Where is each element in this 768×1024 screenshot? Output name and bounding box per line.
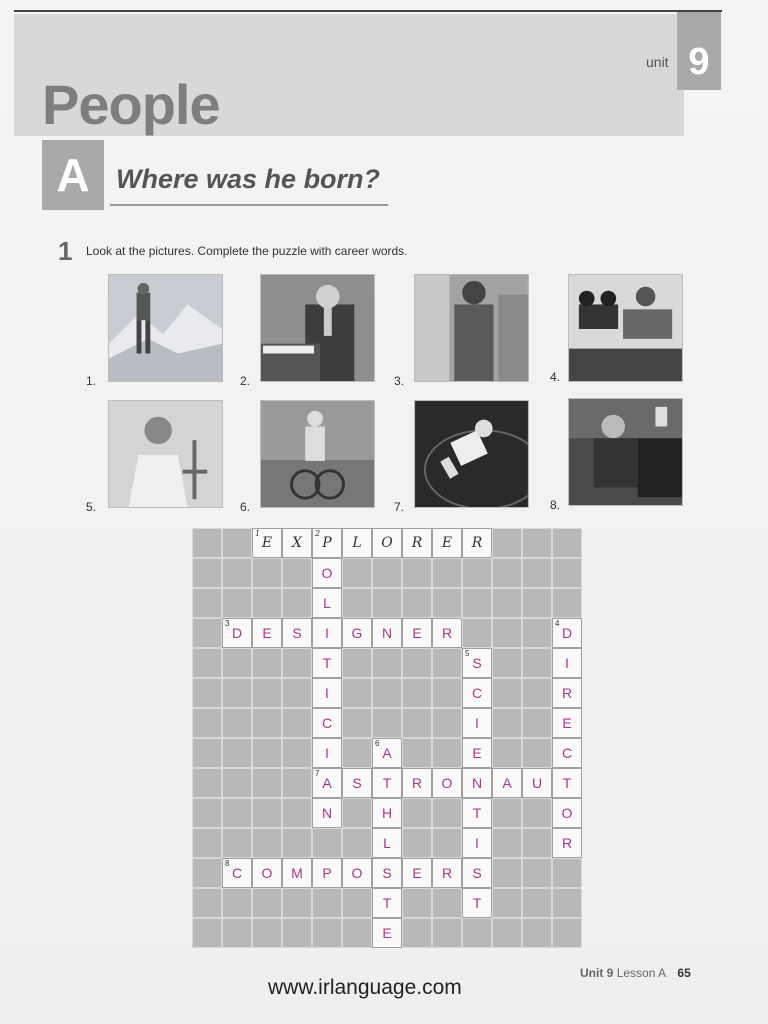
puzzle-cell-blank	[492, 528, 522, 558]
puzzle-cell-blank	[252, 888, 282, 918]
puzzle-letter: A	[322, 775, 332, 791]
puzzle-cell-blank	[192, 528, 222, 558]
puzzle-cell-blank	[222, 918, 252, 948]
puzzle-cell-blank	[192, 678, 222, 708]
puzzle-cell-blank	[402, 738, 432, 768]
puzzle-cell	[222, 618, 252, 648]
page-title: People	[42, 73, 220, 136]
puzzle-cell-blank	[522, 588, 552, 618]
puzzle-cell-blank	[402, 918, 432, 948]
puzzle-cell-blank	[402, 648, 432, 678]
puzzle-cell	[372, 528, 402, 558]
puzzle-cell	[342, 858, 372, 888]
clue-number: 2	[315, 529, 321, 538]
puzzle-letter: I	[475, 715, 479, 731]
photo-number: 1.	[86, 374, 97, 388]
clue-number: 8	[225, 859, 230, 868]
puzzle-cell-blank	[372, 588, 402, 618]
puzzle-letter: O	[261, 865, 273, 881]
puzzle-letter: S	[292, 625, 302, 641]
puzzle-cell-blank	[252, 828, 282, 858]
puzzle-cell	[312, 708, 342, 738]
puzzle-cell	[402, 858, 432, 888]
puzzle-cell-blank	[342, 558, 372, 588]
puzzle-letter: P	[322, 865, 332, 881]
puzzle-letter: C	[471, 685, 483, 701]
puzzle-cell-blank	[522, 918, 552, 948]
puzzle-cell-blank	[192, 588, 222, 618]
puzzle-cell	[552, 798, 582, 828]
puzzle-cell	[462, 798, 492, 828]
puzzle-cell	[342, 768, 372, 798]
puzzle-cell	[252, 618, 282, 648]
puzzle-cell-blank	[222, 528, 252, 558]
puzzle-letter: T	[562, 775, 572, 791]
puzzle-cell-blank	[222, 798, 252, 828]
puzzle-cell	[462, 768, 492, 798]
puzzle-cell-blank	[522, 798, 552, 828]
puzzle-cell	[312, 588, 342, 618]
puzzle-cell-blank	[402, 588, 432, 618]
puzzle-cell-blank	[192, 558, 222, 588]
puzzle-cell-blank	[552, 888, 582, 918]
puzzle-cell	[312, 858, 342, 888]
puzzle-cell	[312, 558, 342, 588]
puzzle-cell	[462, 738, 492, 768]
puzzle-cell	[372, 888, 402, 918]
designer-image	[414, 274, 529, 382]
puzzle-letter: E	[412, 625, 422, 641]
puzzle-cell	[222, 858, 252, 888]
puzzle-cell	[372, 798, 402, 828]
puzzle-cell	[372, 738, 402, 768]
film-director-camera-image	[568, 274, 683, 382]
puzzle-cell	[312, 738, 342, 768]
puzzle-letter: E	[472, 745, 482, 761]
puzzle-cell-blank	[342, 708, 372, 738]
puzzle-letter: I	[325, 685, 329, 701]
puzzle-cell-blank	[432, 708, 462, 738]
puzzle-cell	[402, 768, 432, 798]
puzzle-letter: R	[441, 865, 453, 881]
top-rule	[14, 10, 722, 12]
puzzle-cell-blank	[192, 858, 222, 888]
puzzle-cell	[312, 798, 342, 828]
puzzle-cell	[312, 648, 342, 678]
clue-number: 4	[555, 619, 560, 628]
puzzle-cell-blank	[282, 828, 312, 858]
photo-number: 8.	[550, 498, 561, 512]
puzzle-letter: I	[325, 745, 329, 761]
puzzle-cell	[462, 648, 492, 678]
puzzle-cell	[342, 618, 372, 648]
puzzle-cell-blank	[192, 618, 222, 648]
puzzle-letter: A	[382, 745, 392, 761]
puzzle-letter: I	[565, 655, 569, 671]
puzzle-cell-blank	[282, 678, 312, 708]
puzzle-cell-blank	[492, 828, 522, 858]
puzzle-cell-blank	[522, 558, 552, 588]
puzzle-cell	[252, 528, 282, 558]
puzzle-letter: R	[561, 685, 573, 701]
puzzle-cell	[552, 768, 582, 798]
puzzle-cell	[552, 738, 582, 768]
puzzle-cell-blank	[522, 528, 552, 558]
section-title: Where was he born?	[116, 164, 381, 194]
puzzle-letter: I	[325, 625, 329, 641]
puzzle-cell	[432, 768, 462, 798]
puzzle-cell	[432, 618, 462, 648]
puzzle-cell-blank	[522, 738, 552, 768]
puzzle-cell	[552, 618, 582, 648]
page-footer	[580, 966, 691, 980]
puzzle-letter: O	[561, 805, 573, 821]
exercise-number: 1	[58, 236, 73, 266]
puzzle-cell	[372, 618, 402, 648]
puzzle-cell-blank	[192, 798, 222, 828]
puzzle-cell	[552, 828, 582, 858]
puzzle-cell-blank	[432, 738, 462, 768]
puzzle-cell-blank	[222, 708, 252, 738]
puzzle-letter: T	[472, 895, 482, 911]
puzzle-cell-blank	[492, 558, 522, 588]
puzzle-cell-blank	[342, 648, 372, 678]
puzzle-cell-blank	[372, 558, 402, 588]
puzzle-cell-blank	[192, 918, 222, 948]
puzzle-letter: N	[471, 775, 483, 791]
puzzle-cell	[312, 768, 342, 798]
puzzle-cell-blank	[282, 798, 312, 828]
puzzle-cell-blank	[192, 828, 222, 858]
puzzle-cell-blank	[222, 768, 252, 798]
puzzle-cell-blank	[372, 708, 402, 738]
puzzle-cell-blank	[522, 888, 552, 918]
puzzle-letter: T	[472, 805, 482, 821]
puzzle-cell-blank	[342, 678, 372, 708]
puzzle-cell	[522, 768, 552, 798]
puzzle-letter: T	[322, 655, 332, 671]
puzzle-letter: L	[383, 835, 391, 851]
puzzle-cell-blank	[312, 888, 342, 918]
puzzle-cell	[432, 858, 462, 888]
puzzle-cell-blank	[432, 678, 462, 708]
puzzle-cell-blank	[432, 798, 462, 828]
clue-number: 1	[255, 529, 261, 538]
puzzle-cell-blank	[402, 798, 432, 828]
puzzle-cell-blank	[492, 738, 522, 768]
puzzle-cell-blank	[462, 558, 492, 588]
puzzle-cell-blank	[222, 738, 252, 768]
puzzle-cell-blank	[222, 888, 252, 918]
puzzle-cell-blank	[432, 588, 462, 618]
puzzle-cell-blank	[432, 828, 462, 858]
puzzle-letter: M	[291, 865, 303, 881]
puzzle-letter: C	[561, 745, 573, 761]
puzzle-cell-blank	[522, 708, 552, 738]
puzzle-cell-blank	[222, 588, 252, 618]
astronaut-space-image	[414, 400, 529, 508]
scientist-lab-image	[108, 400, 223, 508]
puzzle-cell-blank	[492, 918, 522, 948]
puzzle-cell-blank	[192, 888, 222, 918]
puzzle-letter: A	[502, 775, 512, 791]
puzzle-cell-blank	[252, 588, 282, 618]
puzzle-cell-blank	[342, 798, 372, 828]
puzzle-cell-blank	[432, 888, 462, 918]
puzzle-cell-blank	[522, 678, 552, 708]
puzzle-letter: L	[352, 535, 362, 551]
page-number: 65	[677, 966, 691, 980]
puzzle-cell	[552, 678, 582, 708]
puzzle-cell-blank	[282, 768, 312, 798]
photo-number: 4.	[550, 370, 561, 384]
puzzle-cell-blank	[342, 738, 372, 768]
puzzle-letter: C	[231, 865, 243, 881]
puzzle-letter: T	[382, 775, 392, 791]
puzzle-cell-blank	[342, 888, 372, 918]
puzzle-cell-blank	[312, 918, 342, 948]
puzzle-cell-blank	[372, 648, 402, 678]
puzzle-cell-blank	[222, 828, 252, 858]
puzzle-cell-blank	[222, 558, 252, 588]
puzzle-letter: C	[321, 715, 333, 731]
puzzle-cell-blank	[342, 588, 372, 618]
puzzle-cell	[552, 708, 582, 738]
puzzle-cell-blank	[522, 828, 552, 858]
puzzle-letter: E	[562, 715, 572, 731]
puzzle-letter: E	[261, 535, 273, 551]
puzzle-cell-blank	[552, 528, 582, 558]
puzzle-cell	[252, 858, 282, 888]
puzzle-letter: S	[352, 775, 362, 791]
puzzle-cell-blank	[492, 588, 522, 618]
puzzle-letter: S	[472, 865, 482, 881]
puzzle-cell-blank	[522, 648, 552, 678]
puzzle-cell	[462, 828, 492, 858]
photo-number: 3.	[394, 374, 405, 388]
puzzle-cell-blank	[552, 588, 582, 618]
puzzle-cell-blank	[192, 648, 222, 678]
puzzle-cell	[312, 528, 342, 558]
unit-label: unit	[646, 54, 669, 70]
puzzle-letter: E	[412, 865, 422, 881]
puzzle-letter: U	[531, 775, 543, 791]
footer-unit: Unit 9	[580, 966, 614, 980]
section-rule	[110, 204, 388, 206]
puzzle-cell	[462, 858, 492, 888]
puzzle-cell-blank	[282, 648, 312, 678]
puzzle-cell-blank	[492, 708, 522, 738]
puzzle-cell-blank	[552, 858, 582, 888]
puzzle-cell-blank	[282, 738, 312, 768]
puzzle-cell-blank	[402, 558, 432, 588]
photo-number: 2.	[240, 374, 251, 388]
photo-number: 7.	[394, 500, 405, 514]
puzzle-cell-blank	[252, 558, 282, 588]
puzzle-letter: S	[472, 655, 482, 671]
puzzle-cell	[372, 768, 402, 798]
puzzle-cell-blank	[492, 648, 522, 678]
puzzle-cell	[282, 528, 312, 558]
puzzle-cell	[372, 918, 402, 948]
puzzle-cell	[312, 618, 342, 648]
puzzle-letter: N	[321, 805, 333, 821]
puzzle-cell	[282, 858, 312, 888]
puzzle-cell-blank	[372, 678, 402, 708]
puzzle-letter: R	[441, 625, 453, 641]
puzzle-cell-blank	[342, 918, 372, 948]
puzzle-cell-blank	[492, 678, 522, 708]
puzzle-cell	[372, 858, 402, 888]
puzzle-cell	[552, 648, 582, 678]
puzzle-cell-blank	[432, 648, 462, 678]
puzzle-cell	[402, 528, 432, 558]
puzzle-letter: O	[441, 775, 453, 791]
puzzle-cell	[492, 768, 522, 798]
puzzle-cell-blank	[462, 618, 492, 648]
puzzle-letter: X	[292, 535, 302, 551]
puzzle-cell-blank	[222, 648, 252, 678]
puzzle-cell	[432, 528, 462, 558]
puzzle-letter: O	[381, 535, 393, 551]
puzzle-cell	[462, 528, 492, 558]
puzzle-letter: T	[382, 895, 392, 911]
puzzle-cell-blank	[252, 648, 282, 678]
puzzle-cell-blank	[522, 618, 552, 648]
puzzle-letter: O	[321, 565, 333, 581]
footer-lesson: Lesson A	[616, 966, 667, 980]
puzzle-cell-blank	[342, 828, 372, 858]
clue-number: 3	[225, 619, 230, 628]
puzzle-cell-blank	[192, 768, 222, 798]
cyclist-athlete-image	[260, 400, 375, 508]
puzzle-cell-blank	[252, 798, 282, 828]
puzzle-cell-blank	[282, 588, 312, 618]
puzzle-letter: O	[351, 865, 363, 881]
puzzle-cell-blank	[522, 858, 552, 888]
puzzle-cell-blank	[312, 828, 342, 858]
puzzle-cell-blank	[252, 918, 282, 948]
puzzle-letter: R	[561, 835, 573, 851]
puzzle-cell-blank	[192, 708, 222, 738]
puzzle-cell	[372, 828, 402, 858]
puzzle-letter: N	[381, 625, 393, 641]
puzzle-cell-blank	[252, 678, 282, 708]
clue-number: 5	[465, 649, 470, 658]
politician-podium-image	[260, 274, 375, 382]
puzzle-letter: E	[382, 925, 392, 941]
puzzle-letter: R	[411, 775, 423, 791]
puzzle-cell-blank	[492, 858, 522, 888]
puzzle-letter: H	[381, 805, 393, 821]
clue-number: 6	[375, 739, 380, 748]
puzzle-cell-blank	[282, 558, 312, 588]
mountain-climber-image	[108, 274, 223, 382]
puzzle-cell-blank	[282, 888, 312, 918]
puzzle-cell-blank	[402, 828, 432, 858]
puzzle-letter: D	[231, 625, 243, 641]
puzzle-cell	[462, 708, 492, 738]
puzzle-cell-blank	[492, 888, 522, 918]
puzzle-cell-blank	[432, 558, 462, 588]
photo-number: 6.	[240, 500, 251, 514]
puzzle-cell-blank	[402, 708, 432, 738]
puzzle-letter: G	[351, 625, 363, 641]
puzzle-letter: R	[411, 535, 423, 551]
puzzle-letter: D	[561, 625, 573, 641]
puzzle-cell-blank	[282, 918, 312, 948]
puzzle-cell-blank	[462, 918, 492, 948]
puzzle-letter: L	[323, 595, 331, 611]
puzzle-cell	[462, 888, 492, 918]
puzzle-cell-blank	[252, 738, 282, 768]
puzzle-cell-blank	[552, 918, 582, 948]
photo-number: 5.	[86, 500, 97, 514]
puzzle-cell-blank	[402, 888, 432, 918]
puzzle-cell-blank	[252, 768, 282, 798]
puzzle-cell-blank	[552, 558, 582, 588]
puzzle-letter: R	[471, 535, 483, 551]
puzzle-cell	[462, 678, 492, 708]
puzzle-cell-blank	[462, 588, 492, 618]
puzzle-cell-blank	[432, 918, 462, 948]
exercise-instruction: Look at the pictures. Complete the puzzle with career words.	[86, 244, 408, 258]
puzzle-letter: S	[382, 865, 392, 881]
puzzle-letter: E	[441, 535, 453, 551]
unit-number-tab: 9	[677, 12, 721, 90]
puzzle-cell-blank	[492, 798, 522, 828]
puzzle-cell-blank	[282, 708, 312, 738]
puzzle-cell-blank	[492, 618, 522, 648]
crossword-puzzle	[192, 528, 582, 948]
puzzle-cell	[282, 618, 312, 648]
website-footer: www.irlanguage.com	[268, 976, 462, 999]
puzzle-cell	[402, 618, 432, 648]
clue-number: 7	[315, 769, 320, 778]
puzzle-cell	[312, 678, 342, 708]
puzzle-letter: P	[322, 535, 332, 551]
composer-piano-image	[568, 398, 683, 506]
puzzle-cell-blank	[252, 708, 282, 738]
puzzle-letter: E	[262, 625, 272, 641]
section-letter: A	[42, 140, 104, 210]
puzzle-letter: I	[475, 835, 479, 851]
puzzle-cell	[342, 528, 372, 558]
puzzle-cell-blank	[402, 678, 432, 708]
puzzle-cell-blank	[192, 738, 222, 768]
puzzle-cell-blank	[222, 678, 252, 708]
